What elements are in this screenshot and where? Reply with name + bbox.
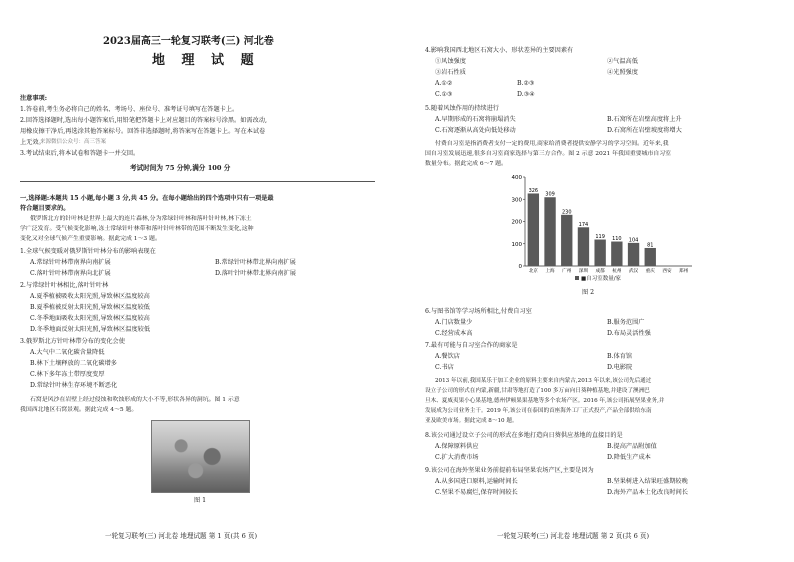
question-9: 9.该公司在海外坚果业务前提前布局坚果农场产区,主要是因为 [425, 467, 594, 474]
bar-value-label: 110 [612, 236, 622, 243]
x-tick-label: 北京 [528, 269, 538, 274]
option: B.坚果树进入结果旺盛期较晚 [607, 478, 688, 485]
option: D.常绿针叶林生存环境不断恶化 [30, 382, 118, 389]
question-5: 5.随着风蚀作用的持续进行 [425, 105, 499, 112]
note-line: 2.回答选择题时,选出每小题答案后,用铅笔把答题卡上对应题目的答案标号涂黑。如需改动, [20, 117, 267, 124]
option: D.海外产品本土化改良时间长 [607, 489, 688, 496]
option: C.扩大消费市场 [435, 454, 479, 461]
option: C.林下多年冻土带厚度变厚 [30, 371, 105, 378]
question-2: 2.与常绿针叶林相比,落叶针叶林 [20, 282, 109, 289]
exam-time: 考试时间为 75 分钟,满分 100 分 [130, 164, 231, 172]
bar-3 [578, 227, 589, 266]
option: A.门店数量少 [435, 319, 473, 326]
chart-legend: ■自习室数量/家 [581, 276, 622, 282]
option: D.电影院 [607, 364, 633, 371]
question-1: 1.全球气候变暖对俄罗斯针叶林分布的影响表现在 [20, 248, 156, 255]
bar-value-label: 174 [578, 221, 589, 228]
option: A.大气中二氧化碳含量降低 [30, 349, 105, 356]
option: C.坚果不易腐烂,保存时间较长 [435, 489, 518, 496]
option: B.常绿针叶林带北界向南扩展 [215, 259, 296, 266]
option: B.石窝所在岩壁高度将上升 [607, 116, 682, 123]
option: B.提高产品附加值 [607, 443, 657, 450]
option: D.落叶针叶林带北界向南扩展 [215, 270, 296, 277]
question-7: 7.最有可能与自习室合作的商家是 [425, 342, 518, 349]
option: D.冬季地面反射太阳光照,导致林区温度较低 [30, 326, 151, 333]
passage-line: 设立子公司的形式在内蒙,新疆,甘肃等地打造了100 多万亩向日葵种植基地,并建设了澳洲巴 [425, 388, 650, 394]
x-tick-label: 武汉 [628, 269, 639, 274]
option: D.降低生产成本 [607, 454, 651, 461]
section-heading: 一,选择题:本题共 15 小题,每小题 3 分,共 45 分。在每小题给出的四个选项中只有一项是最 [20, 195, 274, 202]
bar-value-label: 230 [561, 209, 572, 216]
note-line: 3.考试结束后,将本试卷和答题卡一并交回。 [20, 150, 140, 157]
option: A.夏季植被吸收太阳光照,导致林区温度较高 [30, 293, 150, 300]
passage-line: 旦木、夏威夷果小心果基地,德州伊顿果果基地等多个农场产区。2016 年,该公司拓展坚果业务,并 [425, 398, 665, 404]
y-tick-label: 0 [518, 264, 522, 270]
option: A.餐饮店 [435, 353, 460, 360]
question-4: 4.影响我国西北地区石窝大小、形状差异的主要因素有 [425, 47, 574, 54]
bar-value-label: 326 [528, 187, 539, 194]
option: A.常绿针叶林带南界向南扩展 [30, 259, 111, 266]
note-line: 用橡皮擦干净后,再选涂其他答案标号。回答非选择题时,将答案写在答题卡上。写在本试卷 [20, 128, 266, 135]
bar-5 [611, 242, 622, 266]
option: C.石窝逐渐从高处向低处移动 [435, 127, 516, 134]
right-page [397, 0, 794, 562]
passage-line: 付费自习室是指消费者支付一定的费用,商家给消费者提供安静学习的学习空间。近年来,我 [435, 141, 669, 147]
figure-2-bar-chart [497, 172, 697, 287]
option: ④光照强度 [607, 69, 638, 76]
x-tick-label: 深圳 [578, 269, 589, 274]
passage-line: 国自习室发展迅速,很多自习室商家选择与第三方合作。图 2 示意 2021 年我国重要城市自习室 [425, 151, 672, 157]
page-footer: 一轮复习联考(三) 河北卷 地理试题 第 2 页(共 6 页) [497, 532, 650, 540]
question-6: 6.与图书馆等学习场所相比,付费自习室 [425, 308, 532, 315]
choice: A.①② [435, 80, 453, 87]
question-3: 3.俄罗斯北方针叶林带分布的变化会使 [20, 338, 125, 345]
x-tick-label: 杭州 [612, 269, 622, 274]
passage-line: 变化又对全球气候产生重要影响。据此完成 1～3 题。 [20, 236, 161, 242]
legend-swatch [575, 276, 579, 280]
bar-value-label: 104 [628, 237, 639, 244]
y-tick-label: 300 [511, 197, 522, 204]
passage-line: 我国西北地区石窝景观。据此完成 4～5 题。 [20, 407, 138, 413]
passage-line: 学广泛发育。受气候变化影响,冻土常绿针叶林带和落叶针叶林带的范围不断发生变化,这种 [20, 226, 254, 232]
option: B.林下土壤释放的二氧化碳增多 [30, 360, 117, 367]
option: B.夏季植被反射太阳光照,导致林区温度较低 [30, 304, 150, 311]
bar-0 [528, 193, 539, 266]
option: C.落叶针叶林带南界向北扩展 [30, 270, 111, 277]
passage-line: 石窝是风沙在岩壁上经过侵蚀和吹蚀形成的大小不等,形状各异的洞坑。图 1 示意 [30, 397, 240, 403]
x-tick-label: 广州 [562, 269, 572, 274]
divider [20, 181, 375, 182]
figure-1-caption: 图 1 [194, 497, 207, 504]
question-8: 8.该公司通过设立子公司的形式在多地打造向日葵供应基地的直接目的是 [425, 432, 623, 439]
option: C.经营成本高 [435, 330, 473, 337]
x-tick-label: 西安 [662, 269, 672, 274]
option: ①风蚀强度 [435, 58, 466, 65]
passage-line: 发展成为公司业务主干。2019 年,该公司在泰国的首座海外工厂正式投产,产品全部供给东南 [425, 408, 652, 414]
option: A.早期形成的石窝将崩塌消失 [435, 116, 516, 123]
y-tick-label: 400 [511, 175, 522, 181]
choice: B.②③ [517, 80, 535, 87]
bar-7 [645, 248, 656, 266]
bar-value-label: 119 [595, 234, 605, 241]
page-footer: 一轮复习联考(三) 河北卷 地理试题 第 1 页(共 6 页) [105, 532, 258, 540]
bar-value-label: 81 [647, 242, 654, 249]
passage-line: 俄罗斯北方的针叶林是世界上最大的连片森林,分为常绿针叶林和落叶针叶林,林下冻土 [30, 216, 252, 222]
watermark-text: 来源微信公众号：高三答案 [40, 139, 107, 145]
y-tick-label: 100 [511, 241, 522, 248]
exam-title: 2023届高三一轮复习联考(三) 河北卷 [103, 36, 274, 47]
option: ②气温高低 [607, 58, 638, 65]
subject-title: 地 理 试 题 [152, 53, 260, 68]
option: C.冬季地面吸收太阳光照,导致林区温度较高 [30, 315, 150, 322]
y-tick-label: 200 [511, 219, 522, 226]
choice: C.①③ [435, 91, 453, 98]
bar-2 [561, 215, 572, 266]
section-heading: 符合题目要求的。 [20, 205, 70, 212]
notes-heading: 注意事项: [20, 95, 48, 102]
option: A.从多国进口原料,运输时间长 [435, 478, 518, 485]
passage-line: 亚及欧美市场。据此完成 8～10 题。 [425, 418, 518, 424]
passage-line: 2013 年以前,我国某乐于加工企业的原料主要来自内蒙古,2013 年以来,该公司先后通过 [435, 378, 652, 384]
option: B.体育馆 [607, 353, 633, 360]
bar-6 [628, 243, 639, 266]
bar-value-label: 309 [545, 191, 555, 198]
option: ③岩石性质 [435, 69, 466, 76]
x-tick-label: 重庆 [645, 269, 655, 274]
bar-1 [544, 197, 555, 266]
option: C.书店 [435, 364, 454, 371]
option: D.布局灵活性强 [607, 330, 651, 337]
x-tick-label: 上海 [545, 269, 555, 274]
x-tick-label: 成都 [595, 269, 605, 274]
passage-line: 数量分布。据此完成 6～7 题。 [425, 161, 507, 167]
figure-1-stone-honeycomb-photo [151, 420, 250, 493]
bar-4 [594, 240, 605, 266]
figure-2-caption: 图 2 [582, 289, 595, 296]
note-line: 上无效。 [20, 139, 45, 146]
option: B.服务范围广 [607, 319, 645, 326]
note-line: 1.答卷前,考生务必将自己的姓名、考场号、座位号、准考证号填写在答题卡上。 [20, 106, 239, 113]
choice: D.③④ [517, 91, 535, 98]
option: D.石窝所在岩壁坡度将增大 [607, 127, 682, 134]
option: A.保障原料供应 [435, 443, 479, 450]
x-tick-label: 郑州 [679, 269, 689, 274]
